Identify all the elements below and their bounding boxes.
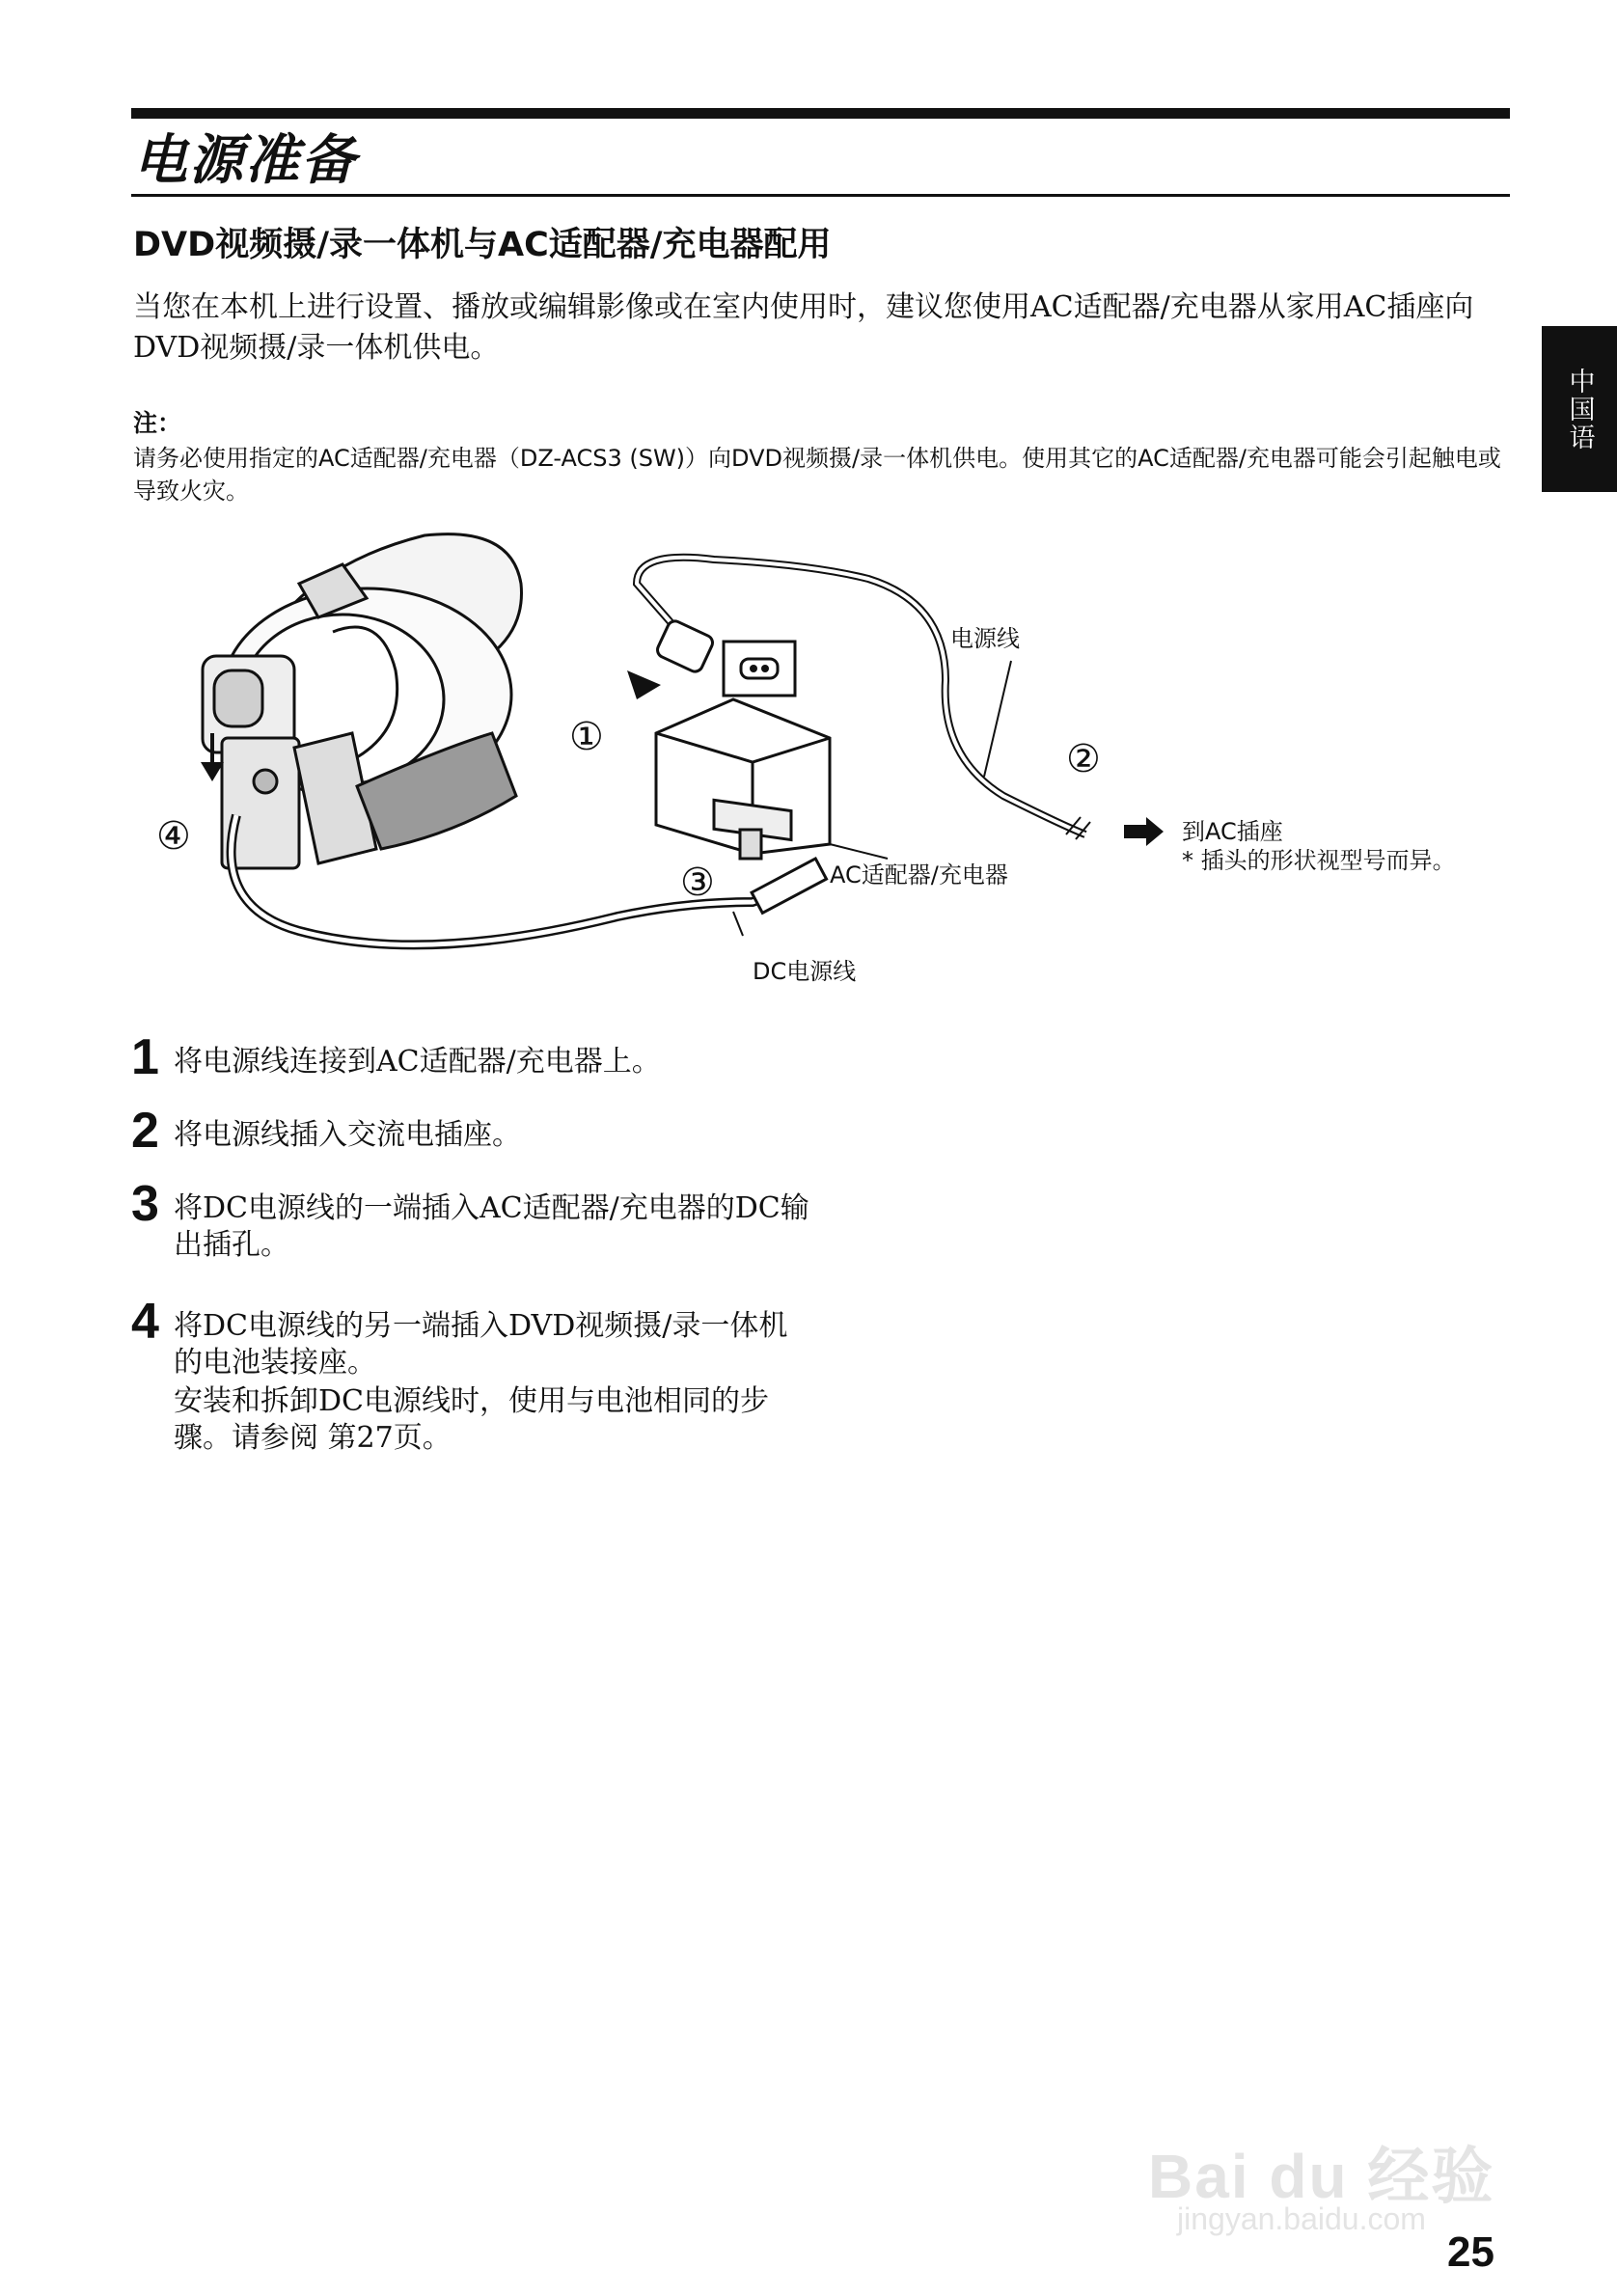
step-number: 4 xyxy=(131,1294,159,1350)
step-1 xyxy=(131,1030,903,1088)
dc-cord-leader xyxy=(733,912,743,936)
cord-insert-arrow-icon xyxy=(627,670,661,699)
top-thick-rule xyxy=(131,108,1510,119)
label-to-outlet: 到AC插座 xyxy=(1182,818,1283,845)
step-2 xyxy=(131,1104,903,1162)
step-text: 将DC电源线的另一端插入DVD视频摄/录一体机的电池装接座。 xyxy=(174,1309,788,1380)
page-title: 电源准备 xyxy=(133,129,357,192)
language-side-tab xyxy=(1542,326,1617,492)
baidu-watermark-logo: Bai du 经验 xyxy=(1148,2142,1495,2211)
to-outlet-arrow-icon xyxy=(1124,817,1164,846)
label-power-cord: 电源线 xyxy=(950,625,1020,652)
intro-paragraph: 当您在本机上进行设置、播放或编辑影像或在室内使用时，建议您使用AC适配器/充电器从家用AC插座向DVD视频摄/录一体机供电。 xyxy=(133,290,1474,365)
connection-diagram xyxy=(135,526,1505,1008)
ac-adapter-illustration xyxy=(656,699,830,859)
language-tab-label: 中国语 xyxy=(1564,367,1595,451)
step-number: 1 xyxy=(131,1029,159,1085)
note-title: 注： xyxy=(133,409,182,437)
label-dc-cord: DC电源线 xyxy=(753,958,857,985)
page-number: 25 xyxy=(1447,2228,1494,2276)
callout-1: ① xyxy=(569,715,604,759)
label-ac-adapter: AC适配器/充电器 xyxy=(830,861,1008,888)
title-underline xyxy=(131,194,1510,197)
step-4-extra-text: 安装和拆卸DC电源线时，使用与电池相同的步骤。请参阅 第27页。 xyxy=(174,1384,770,1455)
step-text: 将DC电源线的一端插入AC适配器/充电器的DC输出插孔。 xyxy=(174,1191,809,1262)
camcorder-illustration xyxy=(203,534,522,868)
adapter-leader xyxy=(830,844,888,859)
dc-plug xyxy=(752,859,826,913)
label-plug-note: * 插头的形状视型号而异。 xyxy=(1182,847,1456,874)
step-text: 将电源线插入交流电插座。 xyxy=(174,1118,521,1152)
section-subtitle: DVD视频摄/录一体机与AC适配器/充电器配用 xyxy=(133,226,832,264)
callout-4: ④ xyxy=(156,814,191,859)
step-4 xyxy=(131,1295,903,1468)
power-cord-connector xyxy=(655,618,715,673)
step-number: 2 xyxy=(131,1103,159,1159)
step-3 xyxy=(131,1177,903,1273)
power-cord-leader xyxy=(984,661,1011,777)
step-number: 3 xyxy=(131,1176,159,1232)
callout-2: ② xyxy=(1066,737,1101,781)
note-body: 请务必使用指定的AC适配器/充电器（DZ-ACS3 (SW)）向DVD视频摄/录一体机供电。使用其它的AC适配器/充电器可能会引起触电或导致火灾。 xyxy=(133,445,1501,505)
step-text: 将电源线连接到AC适配器/充电器上。 xyxy=(174,1045,661,1079)
callout-3: ③ xyxy=(680,861,715,905)
baidu-watermark-url: jingyan.baidu.com xyxy=(1177,2201,1426,2236)
